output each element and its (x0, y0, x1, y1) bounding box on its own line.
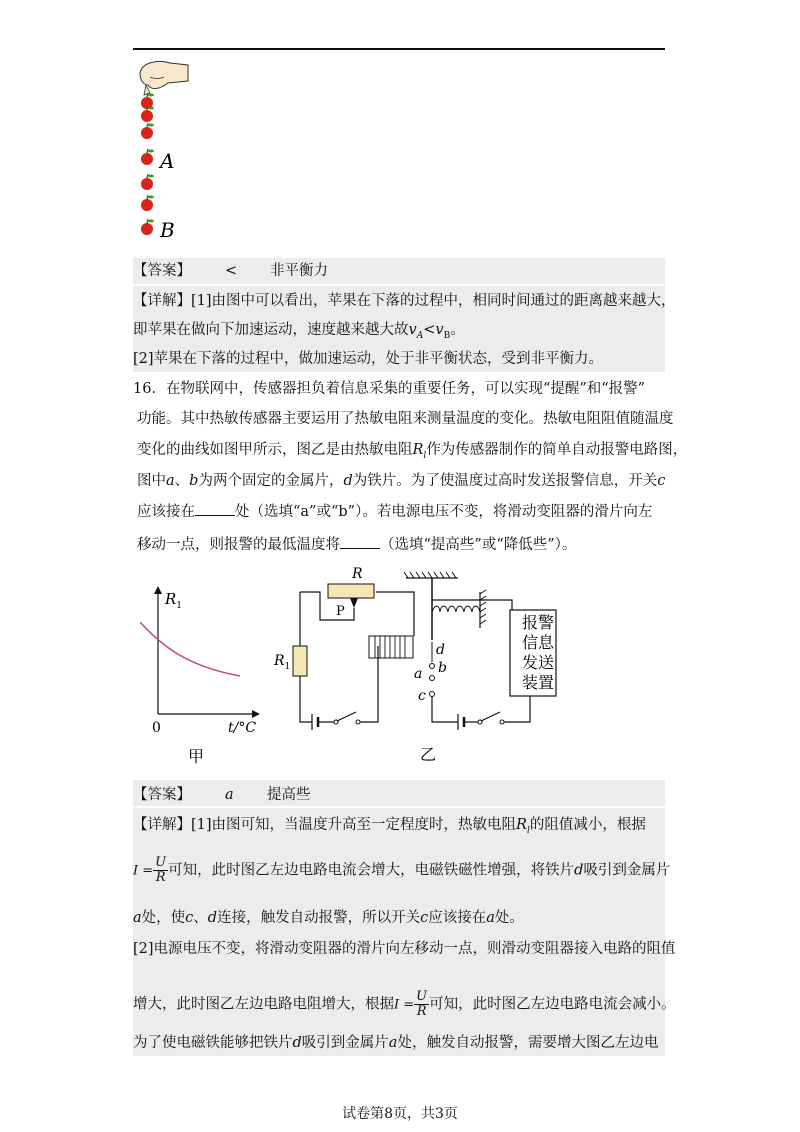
graph-caption: 甲 (188, 747, 205, 766)
graph-x-label: t/°C (228, 720, 257, 736)
q15-detail-line2: 即苹果在做向下加速运动，速度越来越大故$v_A<v_B$。 (133, 322, 465, 341)
q15-detail-line3: [2]苹果在下落的过程中，做加速运动，处于非平衡状态，受到非平衡力。 (133, 351, 604, 367)
circuit-caption: 乙 (420, 745, 437, 764)
thermistor (293, 646, 307, 676)
answer-blank-2[interactable] (340, 536, 380, 549)
svg-text:置: 置 (538, 673, 555, 692)
svg-text:信: 信 (522, 633, 539, 652)
label-b: B (160, 218, 175, 240)
svg-text:警: 警 (538, 613, 555, 632)
circuit-yi (272, 562, 572, 772)
q16-detail-line4: [2]电源电压不变，将滑动变阻器的滑片向左移动一点，则滑动变阻器接入电路的阻值 (133, 941, 676, 957)
q16-line5: 应该接在 处（选填“a”或“b”）。若电源电压不变，将滑动变阻器的滑片向左 (137, 504, 653, 520)
q16-detail-line3: a处，使c、d连接，触发自动报警，所以开关c应该接在a处。 (133, 910, 524, 926)
graph-jia (140, 582, 270, 772)
apple-icon (141, 123, 154, 139)
q15-answer-blank2: 非平衡力 (270, 263, 328, 279)
answer-shade (133, 258, 665, 284)
electromagnet (369, 636, 413, 658)
header-rule (133, 48, 665, 50)
svg-text:装: 装 (522, 673, 539, 692)
q15-detail-line1: 【详解】[1]由图中可以看出，苹果在下落的过程中，相同时间通过的距离越来越大， (133, 293, 676, 309)
answer-blank-1[interactable] (195, 503, 235, 516)
label-a: A (160, 149, 175, 173)
spring (432, 606, 480, 612)
q16-line2: 功能。其中热敏传感器主要运用了热敏电阻来测量温度的变化。热敏电阻阻值随温度 (137, 411, 674, 427)
q16-detail-line5: 增大，此时图乙左边电路电阻增大，根据I = $\frac{U}{R}$ 可知，此时图乙左边电路电流会减小。 (133, 989, 676, 1019)
apple-icon (141, 174, 154, 190)
q16-answer-blank2: 提高些 (267, 787, 311, 803)
q16-line1: 16．在物联网中，传感器担负着信息采集的重要任务，可以实现“提醒”和“报警” (133, 381, 646, 397)
q16-detail-line6: 为了使电磁铁能够把铁片d吸引到金属片a处，触发自动报警，需要增大图乙左边电 (133, 1035, 659, 1051)
contact-d-label: d (436, 642, 445, 658)
answer-shade-2 (133, 780, 665, 806)
ohm-formula: $\frac{U}{R}$ (155, 855, 167, 885)
thermistor-label: $R_1$ (274, 653, 291, 672)
contact-b-label: b (438, 660, 447, 676)
q16-detail-line1: 【详解】[1]由图可知，当温度升高至一定程度时，热敏电阻$R_l$的阻值减小，根据 (133, 817, 646, 836)
graph-y-label: $R_1$ (165, 590, 183, 611)
hand-icon (140, 61, 188, 95)
ohm-formula-2: $\frac{U}{R}$ (416, 989, 428, 1019)
svg-text:送: 送 (538, 653, 555, 672)
q16-line3: 变化的曲线如图甲所示，图乙是由热敏电阻$R_l$作为传感器制作的简单自动报警电路图， (137, 442, 688, 461)
svg-text:息: 息 (538, 633, 555, 652)
svg-text:报: 报 (522, 613, 539, 632)
resistance-curve (140, 622, 240, 676)
apple-icon (141, 219, 154, 235)
q16-line4: 图中a、b为两个固定的金属片，d为铁片。为了使温度过高时发送报警信息，开关c (137, 473, 666, 489)
slider-label: P (336, 604, 345, 619)
q16-line6: 移动一点，则报警的最低温度将 （选填“提高些”或“降低些”）。 (137, 537, 577, 553)
q15-answer-blank1: < (225, 263, 238, 279)
contact-c-label: c (418, 688, 426, 704)
svg-text:发: 发 (522, 653, 539, 672)
contact-a-label: a (414, 666, 423, 682)
apple-icon (141, 195, 154, 211)
graph-origin: 0 (152, 720, 161, 736)
apple-icon (141, 149, 154, 165)
rheostat (328, 584, 374, 598)
apple-icon (141, 106, 154, 122)
q16-answer: 【答案】 a 提高些 (133, 787, 311, 803)
q16-answer-blank1: a (225, 787, 234, 803)
q15-answer: 【答案】 < 非平衡力 (133, 263, 328, 279)
apple-drop-figure (130, 55, 200, 240)
rheostat-label: R (352, 566, 363, 582)
page-footer: 试卷第8页，共3页 (342, 1106, 458, 1122)
q16-detail-line2: I = $\frac{U}{R}$ 可知，此时图乙左边电路电流会增大，电磁铁磁性增强，将铁片d吸引到金属片 (133, 855, 671, 885)
